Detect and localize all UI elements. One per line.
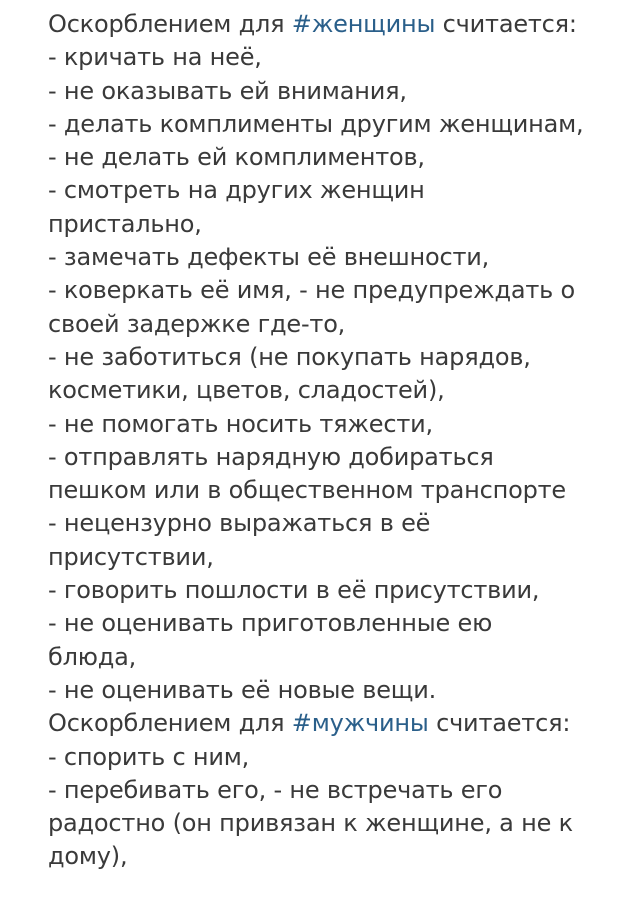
hashtag-women-link[interactable]: #женщины (291, 10, 436, 38)
women-list-line: блюда, (48, 642, 137, 671)
women-list-line: своей задержке где-то, (48, 309, 346, 338)
men-intro-after: считается: (428, 709, 571, 738)
women-list-line: - кричать на неё, (48, 43, 262, 72)
women-list-line: - делать комплименты другим женщинам, (48, 109, 584, 138)
men-list-line: радостно (он привязан к женщине, а не к (48, 809, 573, 838)
women-list-line: - говорить пошлости в её присутствии, (48, 576, 540, 605)
women-list-line: - не помогать носить тяжести, (48, 409, 433, 438)
women-list-line: присутствии, (48, 542, 214, 571)
hashtag-men-link[interactable]: #мужчины (291, 709, 429, 738)
women-list-line: - не делать ей комплиментов, (48, 143, 425, 172)
women-list-line: - замечать дефекты её внешности, (48, 243, 490, 272)
men-list-line: дому), (48, 842, 128, 871)
post-body (48, 8, 628, 874)
men-intro-before: Оскорблением для (48, 709, 292, 738)
women-intro-after: считается: (435, 10, 577, 38)
men-list-line: - перебивать его, - не встречать его (48, 775, 503, 804)
women-list-line: - коверкать её имя, - не предупреждать о (48, 276, 576, 305)
women-list-line: - нецензурно выражаться в её (48, 509, 431, 538)
women-list-line: - не оценивать её новые вещи. (48, 675, 437, 704)
women-list-line: - не оказывать ей внимания, (48, 76, 407, 105)
women-list-line: пристально, (48, 209, 202, 238)
women-intro-before: Оскорблением для (48, 10, 292, 38)
men-intro-line (48, 707, 628, 740)
women-list-line: - не оценивать приготовленные ею (48, 609, 493, 638)
women-list-line: пешком или в общественном транспорте (48, 476, 566, 505)
women-intro-line (48, 8, 628, 41)
women-list-line: косметики, цветов, сладостей), (48, 376, 445, 405)
women-list-line: - смотреть на других женщин (48, 176, 425, 205)
women-list-line: - отправлять нарядную добираться (48, 442, 494, 471)
women-list-line: - не заботиться (не покупать нарядов, (48, 342, 531, 371)
men-list-line: - спорить с ним, (48, 742, 250, 771)
